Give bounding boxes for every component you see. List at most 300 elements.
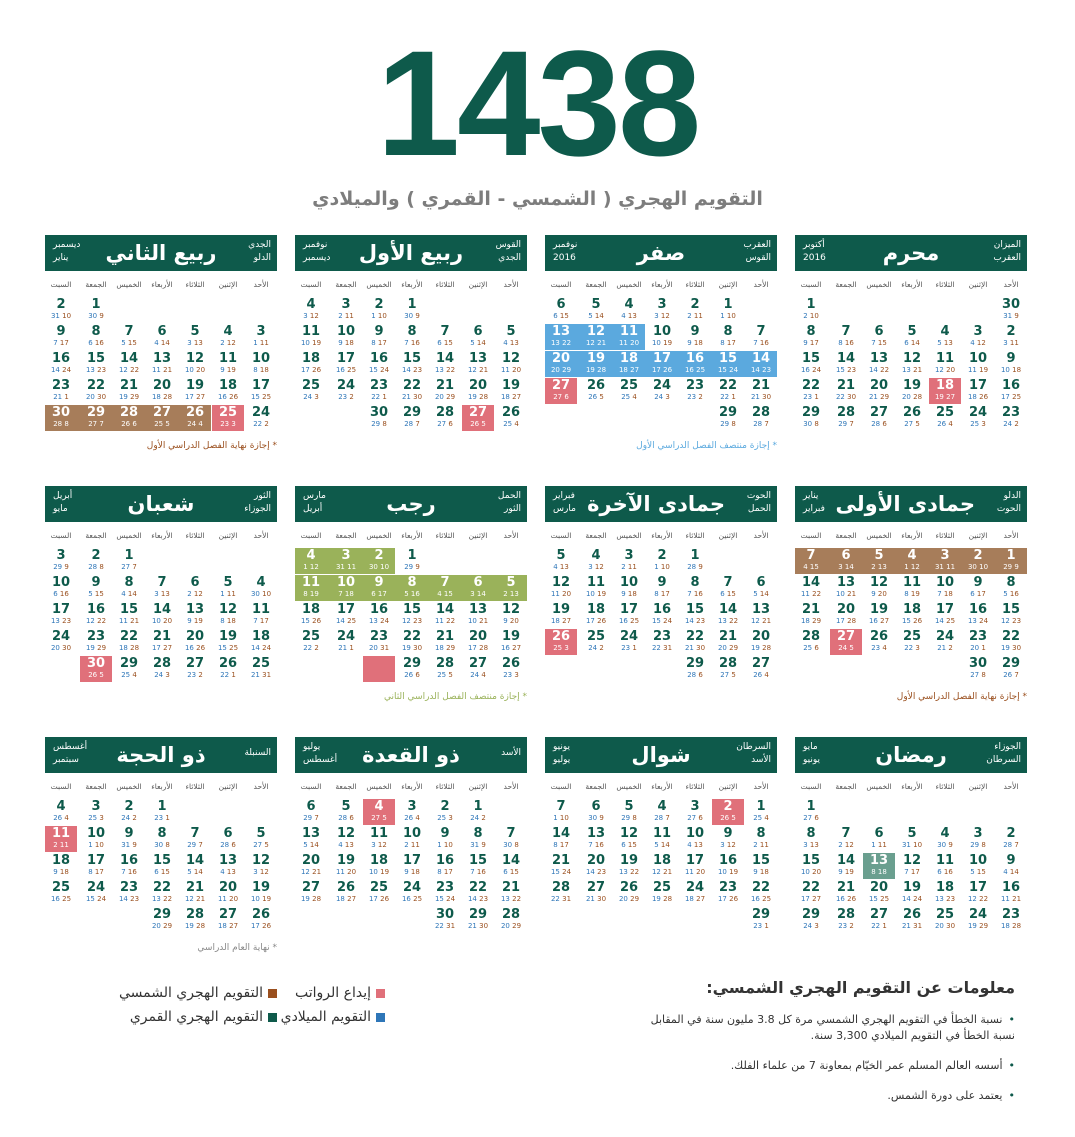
- gregorian-day: 13: [500, 895, 510, 903]
- day-name: الأربعاء: [401, 280, 423, 289]
- shamsi-day: 1: [981, 644, 986, 652]
- sub-dates: [712, 393, 744, 402]
- gregorian-day: 10: [717, 868, 727, 876]
- hijri-day: 14: [801, 575, 821, 590]
- gregorian-day: 9: [871, 590, 876, 598]
- gregorian-line: أغسطس: [53, 742, 88, 752]
- day-name: الإثنين: [218, 280, 238, 289]
- sub-dates: [179, 671, 211, 680]
- day-cell: [795, 799, 827, 825]
- hijri-day: 19: [501, 629, 521, 644]
- gregorian-day: 6: [904, 339, 909, 347]
- shamsi-day: 20: [562, 590, 572, 598]
- sub-dates: [146, 922, 178, 931]
- gregorian-day: 14: [250, 644, 260, 652]
- day-cell: [995, 351, 1027, 377]
- day-name: الأحد: [503, 782, 519, 791]
- day-name: الجمعة: [585, 782, 607, 791]
- day-cell: [712, 351, 744, 377]
- shamsi-day: 29: [880, 393, 890, 401]
- shamsi-day: 7: [1014, 671, 1019, 679]
- gregorian-day: 13: [434, 366, 444, 374]
- gregorian-day: 21: [250, 671, 260, 679]
- month-header: [295, 737, 527, 773]
- sub-dates: [462, 617, 494, 626]
- day-cell: [580, 629, 612, 655]
- shamsi-day: 14: [910, 339, 920, 347]
- gregorian-day: 13: [717, 617, 727, 625]
- shamsi-day: 18: [693, 339, 703, 347]
- hijri-day: 7: [723, 575, 733, 590]
- shamsi-day: 15: [443, 339, 453, 347]
- day-cell: [929, 629, 961, 655]
- day-cell: [45, 826, 77, 852]
- day-cell: [929, 548, 961, 574]
- hijri-day: 27: [751, 656, 771, 671]
- day-cell: [330, 324, 362, 350]
- gregorian-day: 4: [437, 590, 442, 598]
- sub-dates: [712, 841, 744, 850]
- day-cell: [580, 880, 612, 906]
- day-cell: [45, 351, 77, 377]
- day-cell: [896, 405, 928, 431]
- gregorian-day: 24: [303, 393, 313, 401]
- hijri-day: 6: [874, 324, 884, 339]
- shamsi-day: 28: [196, 922, 206, 930]
- gregorian-line: أكتوبر: [803, 240, 825, 250]
- shamsi-day: 12: [910, 563, 920, 571]
- day-name: الأحد: [753, 531, 769, 540]
- hijri-day: 27: [468, 405, 488, 420]
- sub-dates: [146, 366, 178, 375]
- day-cell: [863, 602, 895, 628]
- hijri-day: 29: [685, 656, 705, 671]
- gregorian-day: 11: [335, 868, 345, 876]
- hijri-day: 18: [251, 629, 271, 644]
- hijri-day: 24: [685, 880, 705, 895]
- day-cell: [80, 324, 112, 350]
- sub-dates: [962, 922, 994, 931]
- shamsi-day: 27: [696, 895, 706, 903]
- day-cell: [646, 378, 678, 404]
- sub-dates: [80, 814, 112, 823]
- day-cell: [330, 880, 362, 906]
- sub-dates: [495, 671, 527, 680]
- sub-dates: [429, 644, 461, 653]
- sub-dates: [462, 922, 494, 931]
- sub-dates: [613, 814, 645, 823]
- day-cell: [613, 826, 645, 852]
- shamsi-day: 4: [764, 814, 769, 822]
- gregorian-day: 7: [753, 339, 758, 347]
- day-cell: [179, 907, 211, 933]
- shamsi-day: 21: [312, 868, 322, 876]
- zodiac-line: الدلو: [1003, 491, 1021, 501]
- shamsi-day: 19: [910, 590, 920, 598]
- hijri-day: 10: [619, 575, 639, 590]
- shamsi-day: 24: [62, 366, 72, 374]
- shamsi-day: 23: [413, 617, 423, 625]
- day-cell: [495, 351, 527, 377]
- day-name: الجمعة: [335, 280, 357, 289]
- hijri-day: 5: [624, 799, 634, 814]
- sub-dates: [295, 617, 327, 626]
- day-name: الجمعة: [335, 782, 357, 791]
- shamsi-day: 16: [59, 590, 69, 598]
- shamsi-day: 21: [130, 617, 140, 625]
- sub-dates: [146, 339, 178, 348]
- gregorian-day: 21: [684, 644, 694, 652]
- shamsi-day: 21: [663, 868, 673, 876]
- sub-dates: [962, 393, 994, 402]
- gregorian-day: 16: [500, 644, 510, 652]
- gregorian-line: فبراير: [803, 504, 825, 514]
- day-cell: [80, 575, 112, 601]
- day-cell: [245, 351, 277, 377]
- gregorian-day: 9: [838, 868, 843, 876]
- day-cell: [80, 853, 112, 879]
- hijri-day: 12: [619, 826, 639, 841]
- month-block: [795, 737, 1027, 957]
- hijri-day: 18: [935, 880, 955, 895]
- shamsi-day: 21: [196, 895, 206, 903]
- shamsi-day: 11: [259, 339, 269, 347]
- hijri-day: 15: [402, 351, 422, 366]
- highlight-band: [363, 656, 395, 682]
- sub-dates: [712, 617, 744, 626]
- gregorian-day: 10: [651, 339, 661, 347]
- shamsi-day: 14: [309, 841, 319, 849]
- gregorian-day: 25: [154, 420, 164, 428]
- gregorian-day: 29: [187, 841, 197, 849]
- day-cell: [995, 297, 1027, 323]
- day-name: الأحد: [1003, 280, 1019, 289]
- gregorian-day: 6: [53, 590, 58, 598]
- day-cell: [396, 378, 428, 404]
- shamsi-day: 31: [913, 922, 923, 930]
- sub-dates: [712, 814, 744, 823]
- gregorian-day: 16: [800, 366, 810, 374]
- day-cell: [146, 378, 178, 404]
- shamsi-day: 12: [377, 841, 387, 849]
- hijri-day: 18: [218, 378, 238, 393]
- gregorian-day: 23: [503, 671, 513, 679]
- shamsi-day: 25: [62, 895, 72, 903]
- day-cell: [80, 826, 112, 852]
- gregorian-day: 2: [687, 312, 692, 320]
- hijri-day: 4: [624, 297, 634, 312]
- sub-dates: [830, 339, 862, 348]
- sub-dates: [363, 339, 395, 348]
- day-cell: [795, 324, 827, 350]
- shamsi-day: 16: [410, 339, 420, 347]
- gregorian-day: 13: [967, 617, 977, 625]
- sub-dates: [863, 393, 895, 402]
- hijri-day: 11: [301, 575, 321, 590]
- shamsi-day: 16: [410, 590, 420, 598]
- day-cell: [929, 602, 961, 628]
- sub-dates: [429, 420, 461, 429]
- month-name: جمادى الأولى: [835, 492, 975, 516]
- sub-dates: [995, 671, 1027, 680]
- day-cell: [712, 297, 744, 323]
- day-cell: [396, 297, 428, 323]
- hijri-day: 3: [973, 324, 983, 339]
- hijri-day: 8: [157, 826, 167, 841]
- hijri-day: 7: [440, 575, 450, 590]
- day-cell: [795, 297, 827, 323]
- shamsi-day: 18: [226, 617, 236, 625]
- day-name: الأربعاء: [651, 531, 673, 540]
- shamsi-day: 30: [97, 393, 107, 401]
- sub-dates: [929, 339, 961, 348]
- day-cell: [613, 575, 645, 601]
- sub-dates: [363, 644, 395, 653]
- day-cell: [80, 548, 112, 574]
- sub-dates: [830, 590, 862, 599]
- day-cell: [245, 853, 277, 879]
- shamsi-day: 16: [844, 339, 854, 347]
- sub-dates: [830, 644, 862, 653]
- shamsi-day: 15: [443, 590, 453, 598]
- gregorian-day: 16: [184, 644, 194, 652]
- day-name: الإثنين: [218, 782, 238, 791]
- gregorian-day: 6: [621, 841, 626, 849]
- gregorian-day: 30: [88, 312, 98, 320]
- day-cell: [45, 405, 77, 431]
- gregorian-label: [303, 239, 330, 265]
- gregorian-day: 6: [154, 868, 159, 876]
- sub-dates: [863, 617, 895, 626]
- shamsi-day: 14: [594, 312, 604, 320]
- hijri-day: 16: [369, 602, 389, 617]
- sub-dates: [113, 868, 145, 877]
- day-cell: [580, 324, 612, 350]
- month-name: محرم: [882, 241, 940, 265]
- year-title: 1438: [376, 19, 699, 187]
- gregorian-day: 1: [904, 563, 909, 571]
- hijri-day: 15: [751, 853, 771, 868]
- shamsi-day: 17: [809, 339, 819, 347]
- shamsi-day: 7: [132, 563, 137, 571]
- shamsi-day: 11: [59, 841, 69, 849]
- gregorian-day: 8: [654, 590, 659, 598]
- gregorian-day: 10: [250, 895, 260, 903]
- day-cell: [363, 853, 395, 879]
- gregorian-day: 12: [184, 895, 194, 903]
- gregorian-day: 5: [187, 868, 192, 876]
- gregorian-day: 15: [434, 895, 444, 903]
- gregorian-day: 31: [901, 841, 911, 849]
- month-name: ربيع الثاني: [105, 241, 217, 265]
- day-name: الخميس: [116, 782, 142, 791]
- gregorian-day: 14: [585, 868, 595, 876]
- shamsi-day: 9: [64, 563, 69, 571]
- day-name: السبت: [50, 531, 72, 540]
- gregorian-line: مارس: [303, 491, 326, 501]
- sub-dates: [929, 420, 961, 429]
- gregorian-day: 16: [868, 617, 878, 625]
- shamsi-day: 8: [165, 841, 170, 849]
- sub-dates: [646, 590, 678, 599]
- hijri-day: 16: [718, 853, 738, 868]
- day-cell: [295, 324, 327, 350]
- shamsi-day: 3: [915, 644, 920, 652]
- gregorian-day: 21: [901, 922, 911, 930]
- sub-dates: [995, 590, 1027, 599]
- hijri-day: 13: [751, 602, 771, 617]
- sub-dates: [363, 393, 395, 402]
- shamsi-day: 16: [476, 868, 486, 876]
- sub-dates: [212, 590, 244, 599]
- gregorian-day: 14: [934, 617, 944, 625]
- hijri-day: 4: [657, 799, 667, 814]
- zodiac-line: القوس: [745, 253, 771, 263]
- hijri-day: 6: [306, 799, 316, 814]
- shamsi-day: 1: [731, 393, 736, 401]
- day-cell: [429, 378, 461, 404]
- gregorian-day: 22: [651, 644, 661, 652]
- day-cell: [896, 826, 928, 852]
- shamsi-day: 22: [97, 617, 107, 625]
- gregorian-day: 14: [901, 895, 911, 903]
- hijri-day: 17: [251, 378, 271, 393]
- gregorian-day: 2: [803, 312, 808, 320]
- sub-dates: [462, 420, 494, 429]
- shamsi-day: 2: [132, 814, 137, 822]
- sub-dates: [295, 895, 327, 904]
- day-cell: [212, 602, 244, 628]
- day-cell: [495, 405, 527, 431]
- gregorian-day: 5: [470, 339, 475, 347]
- sub-dates: [212, 644, 244, 653]
- day-cell: [679, 656, 711, 682]
- hijri-day: 17: [336, 351, 356, 366]
- sub-dates: [679, 671, 711, 680]
- gregorian-day: 8: [88, 868, 93, 876]
- gregorian-label: [303, 490, 326, 516]
- gregorian-day: 10: [467, 617, 477, 625]
- sub-dates: [580, 590, 612, 599]
- sub-dates: [712, 312, 744, 321]
- sub-dates: [995, 841, 1027, 850]
- shamsi-day: 23: [847, 366, 857, 374]
- hijri-day: 30: [435, 907, 455, 922]
- gregorian-day: 21: [401, 393, 411, 401]
- shamsi-day: 3: [448, 814, 453, 822]
- gregorian-label: [303, 741, 337, 767]
- shamsi-day: 12: [259, 868, 269, 876]
- hijri-day: 9: [723, 826, 733, 841]
- zodiac-label: [248, 239, 271, 265]
- hijri-day: 3: [256, 324, 266, 339]
- gregorian-line: نوفمبر: [553, 240, 578, 250]
- shamsi-day: 11: [759, 841, 769, 849]
- hijri-day: 8: [806, 324, 816, 339]
- day-name: الأربعاء: [651, 280, 673, 289]
- shamsi-day: 20: [812, 868, 822, 876]
- gregorian-day: 9: [687, 339, 692, 347]
- shamsi-day: 22: [130, 366, 140, 374]
- hijri-day: 25: [902, 629, 922, 644]
- hijri-day: 29: [801, 405, 821, 420]
- shamsi-day: 23: [479, 895, 489, 903]
- day-name: الثلاثاء: [185, 280, 205, 289]
- hijri-day: 23: [369, 378, 389, 393]
- sub-dates: [962, 868, 994, 877]
- day-name: الأربعاء: [151, 531, 173, 540]
- hijri-day: 18: [902, 602, 922, 617]
- sub-dates: [462, 895, 494, 904]
- day-cell: [113, 853, 145, 879]
- day-cell: [295, 799, 327, 825]
- sub-dates: [45, 366, 77, 375]
- month-block: [795, 486, 1027, 706]
- hijri-day: 5: [556, 548, 566, 563]
- day-cell: [45, 880, 77, 906]
- shamsi-day: 16: [127, 868, 137, 876]
- shamsi-day: 29: [562, 366, 572, 374]
- hijri-day: 25: [251, 656, 271, 671]
- day-name: الجمعة: [85, 280, 107, 289]
- sub-dates: [429, 671, 461, 680]
- day-cell: [896, 324, 928, 350]
- hijri-day: 26: [185, 405, 205, 420]
- sub-dates: [245, 420, 277, 429]
- day-cell: [795, 880, 827, 906]
- gregorian-day: 20: [50, 644, 60, 652]
- zodiac-line: الميزان: [993, 240, 1021, 250]
- shamsi-day: 20: [229, 895, 239, 903]
- legend-square-icon: [376, 1013, 385, 1022]
- sub-dates: [679, 366, 711, 375]
- hijri-day: 2: [690, 297, 700, 312]
- gregorian-day: 7: [871, 339, 876, 347]
- shamsi-day: 7: [665, 814, 670, 822]
- shamsi-day: 30: [62, 644, 72, 652]
- hijri-day: 24: [336, 378, 356, 393]
- day-cell: [462, 853, 494, 879]
- sub-dates: [863, 644, 895, 653]
- sub-dates: [795, 563, 827, 572]
- sub-dates: [679, 617, 711, 626]
- sub-dates: [495, 393, 527, 402]
- day-cell: [646, 629, 678, 655]
- hijri-day: 16: [1001, 880, 1021, 895]
- gregorian-day: 28: [871, 420, 881, 428]
- hijri-day: 13: [185, 602, 205, 617]
- shamsi-day: 27: [163, 644, 173, 652]
- gregorian-day: 30: [154, 841, 164, 849]
- hijri-day: 10: [685, 826, 705, 841]
- day-name: الجمعة: [585, 280, 607, 289]
- gregorian-day: 16: [401, 895, 411, 903]
- day-name: الإثنين: [468, 531, 488, 540]
- day-cell: [646, 324, 678, 350]
- hijri-day: 9: [440, 826, 450, 841]
- sub-dates: [113, 420, 145, 429]
- hijri-day: 11: [935, 351, 955, 366]
- shamsi-day: 14: [1009, 868, 1019, 876]
- hijri-day: 23: [51, 378, 71, 393]
- shamsi-day: 3: [165, 671, 170, 679]
- hijri-day: 8: [407, 324, 417, 339]
- shamsi-day: 13: [809, 841, 819, 849]
- gregorian-day: 11: [151, 366, 161, 374]
- hijri-day: 3: [56, 548, 66, 563]
- shamsi-day: 23: [62, 617, 72, 625]
- day-cell: [45, 548, 77, 574]
